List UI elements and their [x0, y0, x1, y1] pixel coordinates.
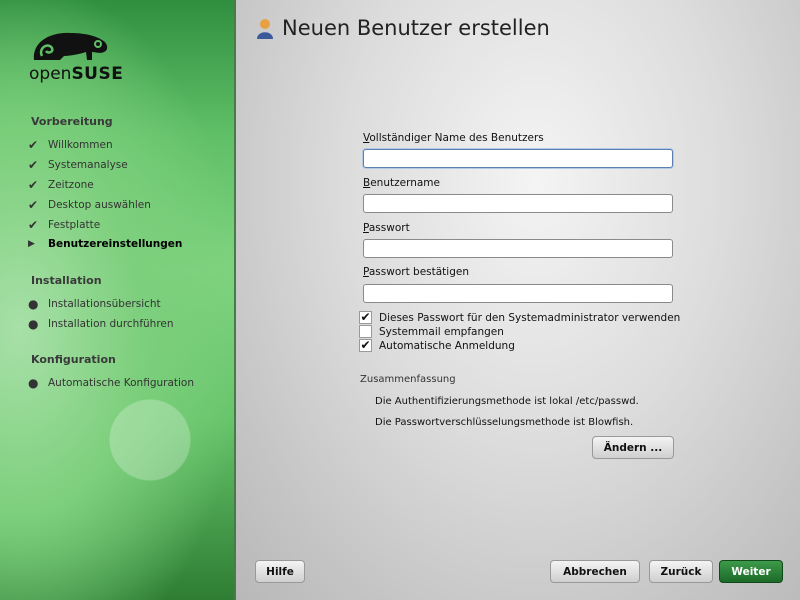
abort-button[interactable] [550, 560, 640, 583]
opensuse-wordmark: openSUSE [29, 64, 124, 84]
step-label: Installation durchführen [48, 318, 174, 330]
checkbox-checked-icon[interactable]: ✔ [360, 338, 371, 352]
password-input[interactable] [363, 239, 673, 258]
back-button[interactable] [649, 560, 713, 583]
step-willkommen [28, 138, 113, 152]
checkbox-label: Dieses Passwort für den Systemadministrator verwenden [379, 311, 681, 324]
use-for-admin-checkbox[interactable] [359, 311, 680, 324]
step-benutzereinstellungen [28, 238, 182, 250]
check-icon: ✔ [28, 138, 39, 152]
bullet-icon: ● [28, 297, 39, 311]
checkbox-label: Automatische Anmeldung [379, 339, 515, 352]
step-label: Benutzereinstellungen [48, 238, 183, 250]
section-installation: Installation [31, 274, 102, 287]
summary-auth-method: Die Authentifizierungsmethode ist lokal /etc/passwd. [375, 396, 639, 407]
step-systemanalyse [28, 158, 128, 172]
check-icon: ✔ [28, 198, 39, 212]
step-installationsuebersicht [28, 297, 161, 311]
summary-encryption-method: Die Passwortverschlüsselungsmethode ist Blowfish. [375, 417, 634, 428]
checkbox-unchecked-icon[interactable] [359, 325, 372, 338]
step-label: Systemanalyse [48, 159, 128, 171]
check-icon: ✔ [28, 158, 39, 172]
check-icon: ✔ [28, 218, 39, 232]
arrow-right-icon: ▶ [28, 239, 35, 249]
button-label: Weiter [731, 565, 771, 578]
confirm-password-input[interactable] [363, 284, 673, 303]
step-label: Automatische Konfiguration [48, 377, 195, 389]
step-installation-durchfuehren [28, 317, 174, 331]
fullname-label: Vollständiger Name des Benutzers [363, 132, 544, 144]
username-input[interactable] [363, 194, 673, 213]
bullet-icon: ● [28, 376, 39, 390]
summary-title: Zusammenfassung [360, 374, 456, 385]
section-konfiguration: Konfiguration [31, 353, 116, 366]
step-zeitzone [28, 178, 94, 192]
step-label: Installationsübersicht [48, 298, 161, 310]
button-label: Ändern ... [603, 441, 663, 454]
next-button[interactable] [719, 560, 783, 583]
section-vorbereitung: Vorbereitung [31, 115, 113, 128]
sidebar [0, 0, 236, 600]
button-label: Zurück [660, 565, 702, 578]
step-label: Desktop auswählen [48, 199, 151, 211]
bullet-icon: ● [28, 317, 39, 331]
autologin-checkbox[interactable] [359, 339, 515, 352]
user-icon [256, 18, 274, 40]
change-button[interactable] [592, 436, 674, 459]
help-button[interactable] [255, 560, 305, 583]
button-label: Abbrechen [563, 565, 627, 578]
checkbox-checked-icon[interactable]: ✔ [360, 310, 371, 324]
fullname-input[interactable] [363, 149, 673, 168]
page-title: Neuen Benutzer erstellen [282, 16, 550, 40]
checkbox-label: Systemmail empfangen [379, 325, 504, 338]
step-automatische-konfiguration [28, 376, 194, 390]
step-label: Zeitzone [48, 179, 94, 191]
step-label: Willkommen [48, 139, 113, 151]
confirm-password-label: Passwort bestätigen [363, 266, 469, 278]
step-festplatte [28, 218, 100, 232]
step-label: Festplatte [48, 219, 101, 231]
password-label: Passwort [363, 222, 410, 234]
systemmail-checkbox[interactable] [359, 325, 504, 338]
button-label: Hilfe [266, 565, 294, 578]
opensuse-chameleon-logo [30, 30, 110, 66]
step-desktop [28, 198, 151, 212]
username-label: Benutzername [363, 177, 440, 189]
check-icon: ✔ [28, 178, 39, 192]
